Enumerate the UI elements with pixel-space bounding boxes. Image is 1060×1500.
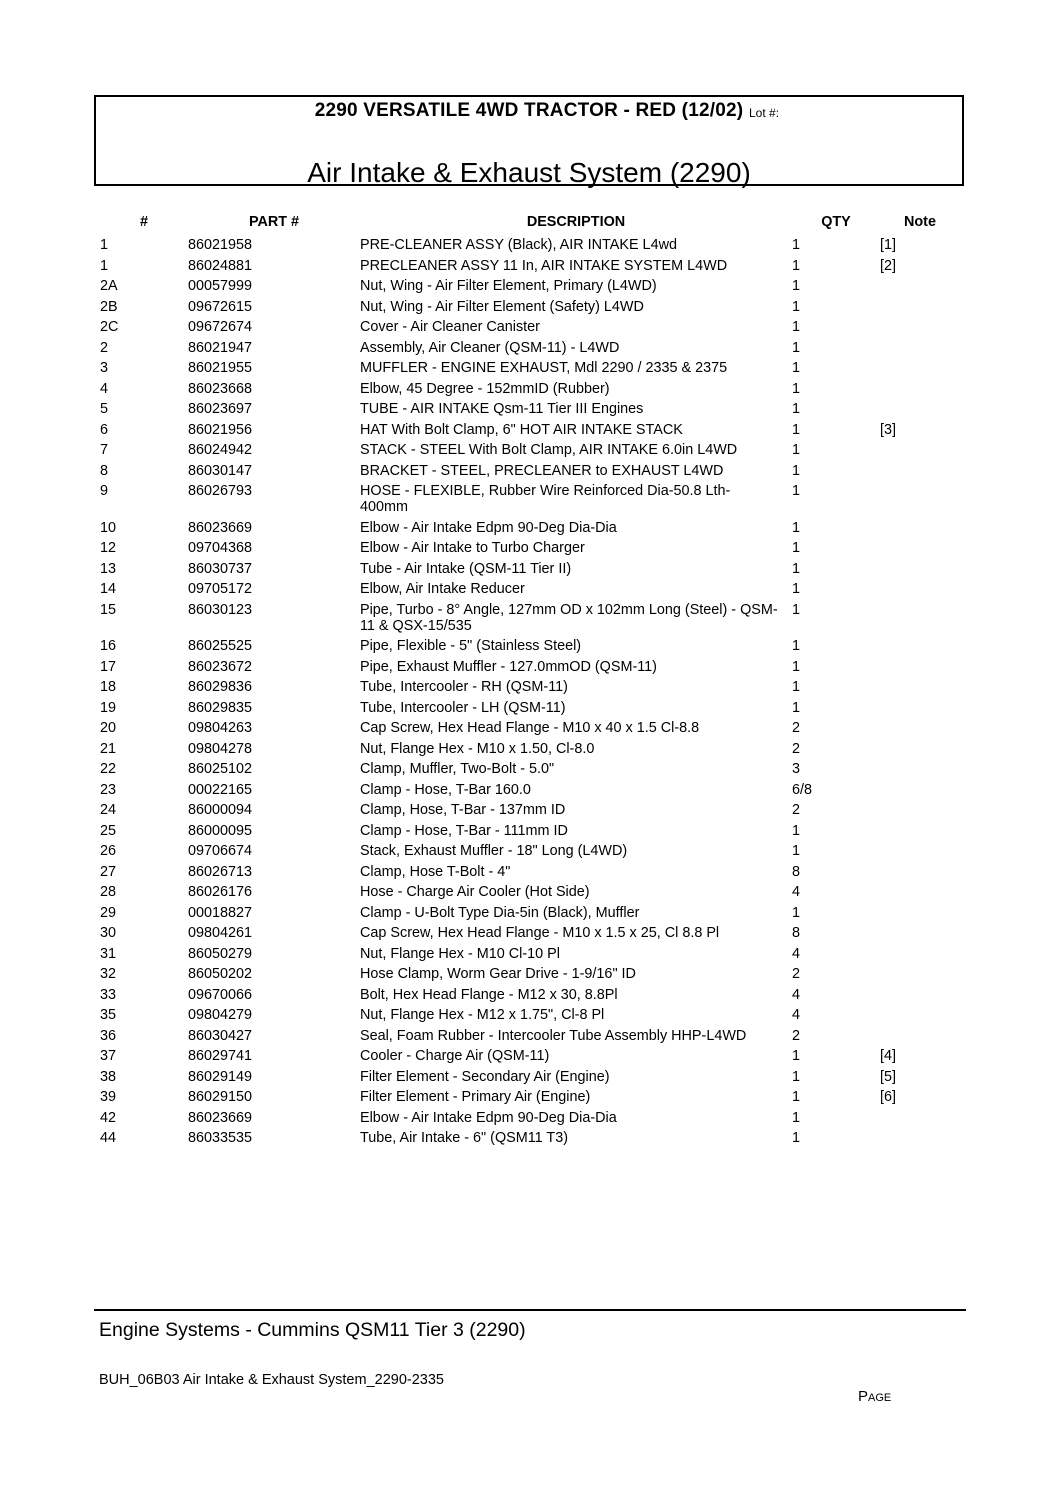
column-header-note: Note [904, 214, 936, 230]
cell-item-number: 32 [100, 966, 117, 982]
cell-note [880, 400, 960, 421]
cell-quantity: 1 [792, 442, 801, 458]
table-header-row [100, 214, 960, 236]
cell-description: Elbow, 45 Degree - 152mmID (Rubber) [360, 380, 610, 397]
cell-note [880, 801, 960, 822]
cell-part-number: 86050202 [188, 966, 253, 982]
cell-part-number: 09804263 [188, 720, 253, 736]
cell-description: TUBE - AIR INTAKE Qsm-11 Tier III Engines [360, 401, 644, 417]
cell-note [880, 1006, 960, 1027]
cell-description: STACK - STEEL With Bolt Clamp, AIR INTAKE 6.0in L4WD [360, 442, 738, 458]
table-row [100, 298, 960, 319]
cell-note [880, 318, 960, 339]
document-title: 2290 VERSATILE 4WD TRACTOR - RED (12/02) [314, 100, 744, 121]
cell-part-number: 09705172 [188, 581, 253, 597]
table-row [100, 1129, 960, 1150]
page-label: Page [858, 1388, 892, 1405]
cell-note [880, 719, 960, 740]
table-row [100, 863, 960, 884]
cell-quantity: 1 [792, 1089, 801, 1105]
table-row [100, 678, 960, 699]
cell-part-number: 00022165 [188, 781, 253, 798]
cell-note [880, 1109, 960, 1130]
cell-quantity: 1 [792, 1048, 801, 1064]
table-row [100, 277, 960, 298]
cell-quantity: 1 [792, 540, 801, 556]
table-row [100, 359, 960, 380]
cell-item-number: 12 [100, 540, 117, 556]
cell-note [880, 924, 960, 945]
cell-description: BRACKET - STEEL, PRECLEANER to EXHAUST L4WD [360, 462, 724, 479]
table-row [100, 945, 960, 966]
cell-part-number: 00057999 [188, 278, 253, 294]
table-row [100, 482, 960, 519]
cell-note [880, 904, 960, 925]
cell-item-number: 6 [100, 421, 109, 438]
cell-description: Elbow - Air Intake Edpm 90-Deg Dia-Dia [360, 1109, 617, 1126]
cell-part-number: 86029149 [188, 1068, 253, 1085]
table-row [100, 601, 960, 638]
cell-note: [4] [880, 1048, 896, 1064]
cell-quantity: 3 [792, 761, 801, 777]
cell-description: Pipe, Flexible - 5" (Stainless Steel) [360, 638, 582, 654]
cell-note [880, 822, 960, 843]
table-row [100, 236, 960, 257]
cell-note: [6] [880, 1089, 896, 1105]
cell-part-number: 86021958 [188, 237, 253, 253]
cell-part-number: 09804278 [188, 740, 253, 757]
cell-item-number: 39 [100, 1089, 117, 1105]
cell-part-number: 09804261 [188, 925, 253, 941]
cell-description: Tube, Intercooler - LH (QSM-11) [360, 699, 566, 716]
cell-quantity: 1 [792, 360, 801, 376]
cell-note [880, 462, 960, 483]
cell-description: Filter Element - Primary Air (Engine) [360, 1089, 591, 1105]
cell-part-number: 86021956 [188, 421, 253, 438]
cell-description: Elbow, Air Intake Reducer [360, 581, 525, 597]
cell-part-number: 86000094 [188, 802, 253, 818]
cell-quantity: 2 [792, 802, 801, 818]
cell-item-number: 2A [100, 278, 118, 294]
cell-description: Cap Screw, Hex Head Flange - M10 x 1.5 x 25, Cl 8.8 Pl [360, 925, 720, 941]
cell-description: Assembly, Air Cleaner (QSM-11) - L4WD [360, 339, 620, 356]
cell-part-number: 86029835 [188, 699, 253, 716]
cell-part-number: 86025102 [188, 761, 253, 777]
cell-quantity: 4 [792, 1007, 801, 1023]
footer-file-name: BUH_06B03 Air Intake & Exhaust System_2290-2335 [99, 1372, 444, 1388]
cell-item-number: 14 [100, 581, 117, 597]
table-row [100, 883, 960, 904]
table-row [100, 1027, 960, 1048]
column-header-description: DESCRIPTION [526, 214, 626, 230]
cell-item-number: 19 [100, 699, 117, 716]
cell-part-number: 86023697 [188, 401, 253, 417]
column-header-part-number: PART # [248, 214, 300, 230]
cell-item-number: 8 [100, 462, 109, 479]
cell-note [880, 842, 960, 863]
cell-description: Tube, Intercooler - RH (QSM-11) [360, 679, 568, 695]
cell-part-number: 09706674 [188, 843, 253, 859]
cell-item-number: 42 [100, 1109, 117, 1126]
cell-quantity: 2 [792, 740, 801, 757]
cell-quantity: 1 [792, 278, 801, 294]
cell-part-number: 86023669 [188, 519, 253, 536]
cell-description: Seal, Foam Rubber - Intercooler Tube Assembly HHP-L4WD [360, 1027, 747, 1044]
cell-description: Hose - Charge Air Cooler (Hot Side) [360, 884, 590, 900]
cell-description: Nut, Flange Hex - M10 Cl-10 Pl [360, 945, 560, 962]
cell-description: Nut, Flange Hex - M12 x 1.75", Cl-8 Pl [360, 1007, 605, 1023]
cell-description: Tube, Air Intake - 6" (QSM11 T3) [360, 1130, 568, 1146]
cell-part-number: 86024881 [188, 257, 253, 274]
cell-note: [1] [880, 237, 896, 253]
cell-item-number: 3 [100, 360, 109, 376]
cell-quantity: 1 [792, 904, 801, 921]
table-row [100, 740, 960, 761]
cell-item-number: 10 [100, 519, 117, 536]
cell-item-number: 44 [100, 1130, 117, 1146]
cell-item-number: 13 [100, 560, 117, 577]
cell-item-number: 26 [100, 843, 117, 859]
cell-item-number: 37 [100, 1048, 117, 1064]
cell-description: Pipe, Exhaust Muffler - 127.0mmOD (QSM-11) [360, 658, 657, 675]
cell-quantity: 8 [792, 925, 801, 941]
cell-note [880, 945, 960, 966]
table-row [100, 318, 960, 339]
cell-note [880, 965, 960, 986]
cell-note [880, 580, 960, 601]
cell-quantity: 1 [792, 519, 801, 536]
cell-description: Elbow - Air Intake Edpm 90-Deg Dia-Dia [360, 519, 617, 536]
cell-item-number: 21 [100, 740, 117, 757]
cell-item-number: 16 [100, 638, 117, 654]
table-row [100, 462, 960, 483]
cell-item-number: 2B [100, 298, 118, 315]
cell-item-number: 24 [100, 802, 117, 818]
footer-divider [94, 1309, 966, 1311]
table-row [100, 1088, 960, 1109]
cell-note [880, 560, 960, 581]
table-row [100, 560, 960, 581]
cell-item-number: 2 [100, 339, 109, 356]
cell-item-number: 27 [100, 863, 117, 880]
cell-part-number: 86000095 [188, 822, 253, 839]
cell-note [880, 359, 960, 380]
cell-quantity: 1 [792, 679, 801, 695]
cell-part-number: 86029150 [188, 1089, 253, 1105]
cell-note [880, 277, 960, 298]
cell-quantity: 1 [792, 401, 801, 417]
cell-description: HAT With Bolt Clamp, 6" HOT AIR INTAKE STACK [360, 421, 683, 438]
cell-part-number: 86023669 [188, 1109, 253, 1126]
cell-quantity: 8 [792, 863, 801, 880]
cell-part-number: 09670066 [188, 986, 253, 1003]
cell-item-number: 17 [100, 658, 117, 675]
cell-quantity: 1 [792, 298, 801, 315]
column-header-number: # [139, 214, 148, 230]
cell-quantity: 1 [792, 339, 801, 356]
cell-note [880, 883, 960, 904]
table-row [100, 1006, 960, 1027]
cell-quantity: 1 [792, 1109, 801, 1126]
cell-item-number: 1 [100, 237, 109, 253]
cell-quantity: 1 [792, 699, 801, 716]
table-row [100, 965, 960, 986]
table-row [100, 519, 960, 540]
cell-part-number: 86030737 [188, 560, 253, 577]
cell-part-number: 86023672 [188, 658, 253, 675]
table-row [100, 257, 960, 278]
cell-quantity: 1 [792, 483, 801, 499]
cell-description: Clamp, Hose T-Bolt - 4" [360, 863, 511, 880]
cell-quantity: 1 [792, 843, 801, 859]
cell-description: Stack, Exhaust Muffler - 18" Long (L4WD) [360, 843, 628, 859]
cell-part-number: 86026793 [188, 483, 253, 499]
cell-note [880, 441, 960, 462]
cell-description: Nut, Wing - Air Filter Element, Primary (L4WD) [360, 278, 657, 294]
cell-quantity: 1 [792, 421, 801, 438]
table-row [100, 986, 960, 1007]
cell-part-number: 86030147 [188, 462, 253, 479]
cell-part-number: 86030123 [188, 601, 253, 618]
cell-quantity: 1 [792, 581, 801, 597]
cell-quantity: 1 [792, 638, 801, 654]
table-row [100, 380, 960, 401]
cell-description: Nut, Wing - Air Filter Element (Safety) L4WD [360, 298, 644, 315]
cell-note: [3] [880, 421, 896, 438]
cell-item-number: 18 [100, 679, 117, 695]
table-row [100, 421, 960, 442]
table-row [100, 1109, 960, 1130]
table-row [100, 801, 960, 822]
table-row [100, 699, 960, 720]
cell-description: Clamp, Hose, T-Bar - 137mm ID [360, 802, 566, 818]
cell-item-number: 15 [100, 601, 117, 618]
cell-description: Clamp - Hose, T-Bar 160.0 [360, 781, 531, 798]
table-row [100, 580, 960, 601]
cell-item-number: 5 [100, 401, 109, 417]
cell-part-number: 09704368 [188, 540, 253, 556]
cell-description: Clamp - U-Bolt Type Dia-5in (Black), Muffler [360, 904, 640, 921]
column-header-quantity: QTY [821, 214, 851, 230]
cell-part-number: 86026713 [188, 863, 253, 880]
cell-note [880, 740, 960, 761]
cell-item-number: 38 [100, 1068, 117, 1085]
cell-quantity: 4 [792, 945, 801, 962]
cell-note [880, 519, 960, 540]
cell-note [880, 601, 960, 638]
cell-quantity: 4 [792, 986, 801, 1003]
cell-note [880, 1129, 960, 1150]
parts-table [100, 214, 960, 1150]
table-row [100, 719, 960, 740]
cell-note [880, 781, 960, 802]
cell-quantity: 1 [792, 560, 801, 577]
cell-part-number: 09672615 [188, 298, 253, 315]
cell-quantity: 1 [792, 257, 801, 274]
cell-item-number: 29 [100, 904, 117, 921]
cell-description: Nut, Flange Hex - M10 x 1.50, Cl-8.0 [360, 740, 595, 757]
cell-quantity: 4 [792, 884, 801, 900]
cell-quantity: 2 [792, 720, 801, 736]
cell-description: Elbow - Air Intake to Turbo Charger [360, 540, 585, 556]
cell-note: [5] [880, 1068, 896, 1085]
cell-quantity: 1 [792, 380, 801, 397]
cell-part-number: 86050279 [188, 945, 253, 962]
section-title: Air Intake & Exhaust System (2290) [307, 157, 751, 188]
cell-part-number: 86021947 [188, 339, 253, 356]
cell-quantity: 1 [792, 237, 801, 253]
cell-item-number: 23 [100, 781, 117, 798]
table-row [100, 842, 960, 863]
cell-item-number: 25 [100, 822, 117, 839]
cell-part-number: 86026176 [188, 884, 253, 900]
cell-item-number: 30 [100, 925, 117, 941]
cell-quantity: 2 [792, 1027, 801, 1044]
cell-description: Hose Clamp, Worm Gear Drive - 1-9/16" ID [360, 966, 636, 982]
cell-quantity: 2 [792, 966, 801, 982]
cell-part-number: 86023668 [188, 380, 253, 397]
cell-note [880, 1027, 960, 1048]
cell-note: [2] [880, 257, 896, 274]
cell-item-number: 9 [100, 483, 109, 499]
cell-part-number: 09804279 [188, 1007, 253, 1023]
cell-note [880, 986, 960, 1007]
cell-description: Clamp - Hose, T-Bar - 111mm ID [360, 822, 568, 839]
table-row [100, 1068, 960, 1089]
cell-description: Pipe, Turbo - 8° Angle, 127mm OD x 102mm Long (Steel) - QSM-11 & QSX-15/535 [360, 601, 778, 634]
cell-note [880, 539, 960, 560]
table-row [100, 539, 960, 560]
table-row [100, 658, 960, 679]
cell-item-number: 2C [100, 319, 119, 335]
cell-note [880, 760, 960, 781]
cell-note [880, 482, 960, 519]
cell-part-number: 86021955 [188, 360, 253, 376]
cell-description: PRE-CLEANER ASSY (Black), AIR INTAKE L4wd [360, 237, 677, 253]
cell-part-number: 86030427 [188, 1027, 253, 1044]
cell-part-number: 86029741 [188, 1048, 253, 1064]
cell-description: PRECLEANER ASSY 11 In, AIR INTAKE SYSTEM L4WD [360, 257, 728, 274]
document-header-box [94, 95, 964, 186]
table-row [100, 400, 960, 421]
cell-part-number: 86033535 [188, 1130, 253, 1146]
table-row [100, 637, 960, 658]
cell-item-number: 7 [100, 442, 109, 458]
parts-table-body [100, 236, 960, 1150]
cell-part-number: 86024942 [188, 442, 253, 458]
table-row [100, 822, 960, 843]
cell-note [880, 699, 960, 720]
table-row [100, 781, 960, 802]
cell-quantity: 1 [792, 1068, 801, 1085]
cell-description: MUFFLER - ENGINE EXHAUST, Mdl 2290 / 2335 & 2375 [360, 360, 728, 376]
cell-part-number: 09672674 [188, 319, 253, 335]
cell-note [880, 863, 960, 884]
cell-description: Cover - Air Cleaner Canister [360, 319, 540, 335]
cell-description: Clamp, Muffler, Two-Bolt - 5.0" [360, 761, 555, 777]
table-row [100, 924, 960, 945]
cell-part-number: 86025525 [188, 638, 253, 654]
cell-note [880, 339, 960, 360]
cell-item-number: 22 [100, 761, 117, 777]
cell-description: Bolt, Hex Head Flange - M12 x 30, 8.8Pl [360, 986, 618, 1003]
cell-description: HOSE - FLEXIBLE, Rubber Wire Reinforced Dia-50.8 Lth-400mm [360, 483, 731, 515]
cell-quantity: 1 [792, 462, 801, 479]
table-row [100, 441, 960, 462]
cell-note [880, 380, 960, 401]
cell-description: Filter Element - Secondary Air (Engine) [360, 1068, 610, 1085]
cell-note [880, 298, 960, 319]
cell-quantity: 1 [792, 1130, 801, 1146]
cell-description: Cooler - Charge Air (QSM-11) [360, 1048, 550, 1064]
cell-quantity: 1 [792, 319, 801, 335]
cell-item-number: 1 [100, 257, 109, 274]
cell-part-number: 00018827 [188, 904, 253, 921]
cell-part-number: 86029836 [188, 679, 253, 695]
cell-item-number: 36 [100, 1027, 117, 1044]
cell-item-number: 4 [100, 380, 109, 397]
table-row [100, 760, 960, 781]
cell-item-number: 33 [100, 986, 117, 1003]
lot-number-label: Lot #: [749, 106, 780, 120]
cell-quantity: 1 [792, 601, 801, 618]
cell-note [880, 637, 960, 658]
table-row [100, 339, 960, 360]
footer-section-title: Engine Systems - Cummins QSM11 Tier 3 (2290) [99, 1319, 526, 1341]
cell-note [880, 658, 960, 679]
cell-note [880, 678, 960, 699]
cell-item-number: 28 [100, 884, 117, 900]
cell-quantity: 1 [792, 658, 801, 675]
cell-quantity: 1 [792, 822, 801, 839]
cell-description: Tube - Air Intake (QSM-11 Tier II) [360, 560, 572, 577]
cell-description: Cap Screw, Hex Head Flange - M10 x 40 x 1.5 Cl-8.8 [360, 720, 700, 736]
cell-item-number: 20 [100, 720, 117, 736]
table-row [100, 1047, 960, 1068]
cell-quantity: 6/8 [792, 781, 813, 798]
cell-item-number: 35 [100, 1007, 117, 1023]
cell-item-number: 31 [100, 945, 117, 962]
table-row [100, 904, 960, 925]
